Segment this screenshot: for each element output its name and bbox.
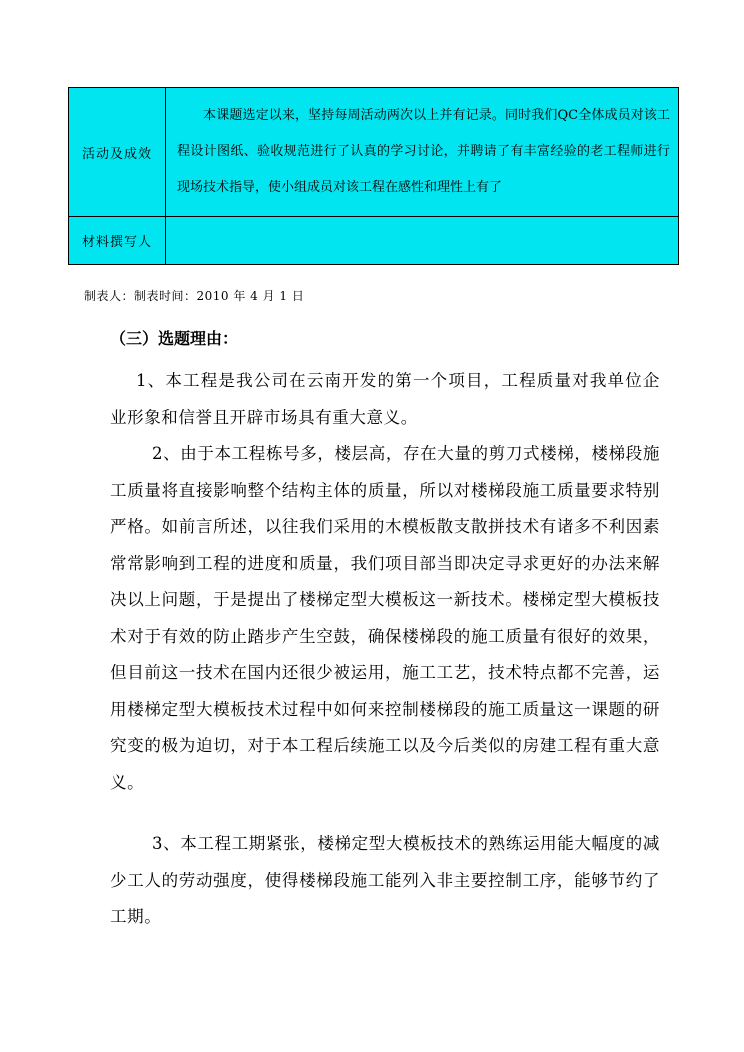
section-heading: （三）选题理由： bbox=[110, 329, 239, 348]
paragraph-3 bbox=[110, 826, 660, 936]
activity-text: 本课题选定以来，坚持每周活动两次以上并有记录。同时我们QC全体成员对该工程设计图纸、验收规范进行了认真的学习讨论，并聘请了有丰富经验的老工程师进行现场技术指导，使小组成员对该工程在感性和理性上有了 bbox=[177, 108, 670, 195]
table-row-activity bbox=[69, 88, 679, 217]
paragraph-2-text: 2、由于本工程栋号多，楼层高，存在大量的剪刀式楼梯，楼梯段施工质量将直接影响整个结构主体的质量，所以对楼梯段施工质量要求特别严格。如前言所述，以往我们采用的木模板散支散拼技术有诸多不利因素常常影响到工程的进度和质量，我们项目部当即决定寻求更好的办法来解决以上问题，于是提出了楼梯定型大模板这一新技术。楼梯定型大模板技术对于有效的防止踏步产生空鼓，确保楼梯段的施工质量有很好的效果，但目前这一技术在国内还很少被运用，施工工艺，技术特点都不完善，运用楼梯定型大模板技术过程中如何来控制楼梯段的施工质量这一课题的研究变的极为迫切，对于本工程后续施工以及今后类似的房建工程有重大意义。 bbox=[110, 444, 660, 792]
writer-value bbox=[166, 217, 679, 265]
paragraph-1 bbox=[110, 363, 660, 436]
paragraph-2 bbox=[110, 436, 660, 801]
activity-cell bbox=[166, 88, 679, 217]
paragraph-3-text: 3、本工程工期紧张，楼梯定型大模板技术的熟练运用能大幅度的减少工人的劳动强度，使得楼梯段施工能列入非主要控制工序，能够节约了工期。 bbox=[110, 834, 660, 926]
table-row-writer bbox=[69, 217, 679, 265]
activity-table bbox=[68, 87, 679, 265]
paragraph-1-text: 1、本工程是我公司在云南开发的第一个项目，工程质量对我单位企业形象和信誉且开辟市场具有重大意义。 bbox=[110, 371, 660, 427]
activity-content bbox=[166, 98, 678, 206]
activity-label: 活动及成效 bbox=[69, 88, 166, 217]
table-caption: 制表人：制表时间：2010 年 4 月 1 日 bbox=[84, 289, 305, 303]
writer-label: 材料撰写人 bbox=[69, 217, 166, 265]
